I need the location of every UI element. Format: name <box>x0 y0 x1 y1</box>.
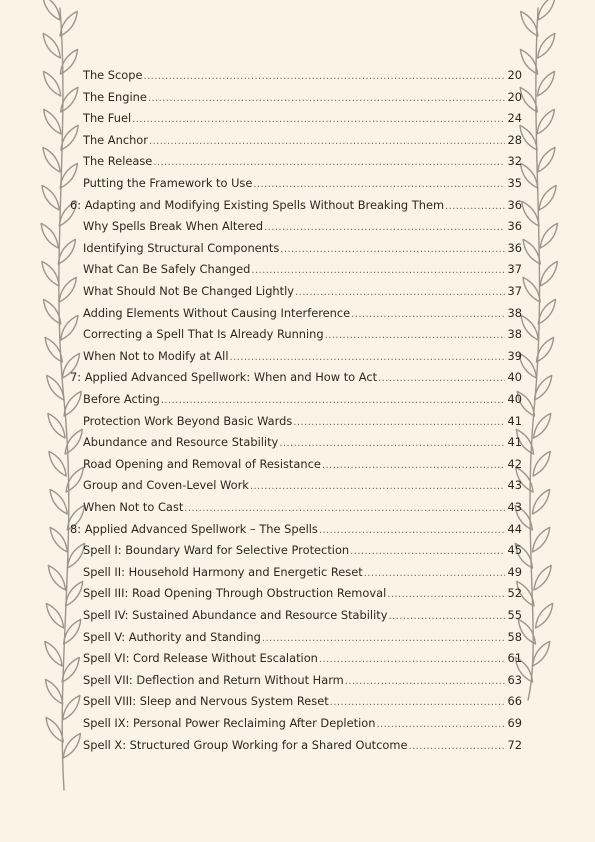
leaf-shape <box>63 733 80 758</box>
leaf-shape <box>64 619 81 644</box>
toc-chapter-entry[interactable] <box>70 370 522 386</box>
leaf-shape <box>536 603 553 628</box>
toc-entry-title: The Engine <box>83 89 147 104</box>
toc-entry[interactable] <box>83 284 522 300</box>
toc-entry[interactable] <box>83 262 522 278</box>
leaf-shape <box>540 261 557 286</box>
leaf-shape <box>520 125 537 150</box>
dot-leader <box>330 696 505 710</box>
leaf-shape <box>520 87 537 112</box>
toc-page-number: 41 <box>507 413 522 428</box>
leaf-shape <box>521 11 538 36</box>
toc-page-number: 35 <box>507 176 522 190</box>
dot-leader <box>153 156 505 170</box>
leaf-shape <box>538 299 555 324</box>
dot-leader <box>388 610 505 624</box>
dot-leader <box>350 545 505 559</box>
leaf-shape <box>42 185 59 210</box>
dot-leader <box>161 394 505 408</box>
leaf-shape <box>540 223 557 248</box>
toc-entry[interactable] <box>83 694 522 710</box>
toc-entry[interactable] <box>83 630 522 646</box>
leaf-shape <box>537 109 554 134</box>
leaf-shape <box>538 0 555 20</box>
leaf-shape <box>43 33 60 58</box>
dot-leader <box>262 632 505 646</box>
leaf-shape <box>62 657 79 682</box>
toc-entry-title: The Release <box>83 154 153 169</box>
leaf-shape <box>43 71 60 96</box>
leaf-shape <box>61 125 78 150</box>
toc-page-number: 40 <box>507 370 522 385</box>
leaf-shape <box>58 239 75 264</box>
toc-entry-title: Putting the Framework to Use <box>83 176 253 190</box>
leaf-shape <box>46 603 63 628</box>
toc-entry-title: The Anchor <box>83 132 148 147</box>
toc-entry[interactable] <box>83 543 522 559</box>
leaf-shape <box>49 451 66 476</box>
toc-entry[interactable] <box>83 392 522 408</box>
toc-entry[interactable] <box>83 349 522 365</box>
toc-page-number: 44 <box>507 521 522 536</box>
toc-entry[interactable] <box>83 111 522 127</box>
toc-page-number: 36 <box>507 240 522 255</box>
leaf-shape <box>537 71 554 96</box>
toc-entry[interactable] <box>83 68 522 84</box>
toc-entry-title: Identifying Structural Components <box>83 240 280 255</box>
leaf-shape <box>60 163 77 188</box>
toc-entry[interactable] <box>83 716 522 732</box>
dot-leader <box>280 243 505 257</box>
leaf-shape <box>45 641 62 666</box>
toc-chapter-entry[interactable] <box>70 522 522 538</box>
dot-leader <box>253 178 505 192</box>
leaf-shape <box>66 581 83 606</box>
leaf-shape <box>46 717 63 742</box>
dot-leader <box>144 70 505 84</box>
dot-leader <box>251 264 505 278</box>
dot-leader <box>230 351 505 365</box>
dot-leader <box>322 459 505 473</box>
dot-leader <box>279 437 505 451</box>
leaf-shape <box>532 527 549 552</box>
dot-leader <box>364 567 505 581</box>
toc-page-number: 38 <box>507 305 522 320</box>
leaf-shape <box>534 413 551 438</box>
toc-page-number: 72 <box>507 737 522 752</box>
dot-leader <box>387 588 505 602</box>
dot-leader <box>445 200 505 214</box>
toc-entry[interactable] <box>83 435 522 451</box>
toc-page-number: 61 <box>507 651 522 666</box>
toc-page-number: 37 <box>507 262 522 277</box>
leaf-shape <box>59 277 76 302</box>
toc-page-number: 52 <box>507 586 522 601</box>
dot-leader <box>325 329 505 343</box>
leaf-shape <box>47 375 64 400</box>
leaf-shape <box>43 0 60 20</box>
leaf-shape <box>41 223 58 248</box>
toc-entry[interactable] <box>83 738 522 754</box>
toc-entry-title: The Fuel <box>83 111 132 126</box>
toc-entry-title: Spell V: Authority and Standing <box>83 629 261 644</box>
toc-entry-title: When Not to Modify at All <box>83 348 229 363</box>
toc-page-number: 43 <box>507 500 522 514</box>
toc-page-number: 58 <box>507 629 522 644</box>
toc-entry[interactable] <box>83 154 522 170</box>
dot-leader <box>409 740 506 754</box>
dot-leader <box>132 113 505 127</box>
toc-entry-title: 8: Applied Advanced Spellwork – The Spells <box>70 521 318 536</box>
leaf-shape <box>538 147 555 172</box>
toc-entry-title: Road Opening and Removal of Resistance <box>83 456 321 471</box>
toc-entry[interactable] <box>83 478 522 494</box>
dot-leader <box>148 92 505 106</box>
toc-page-number: 41 <box>507 435 522 450</box>
leaf-shape <box>534 565 551 590</box>
leaf-shape <box>532 489 549 514</box>
dot-leader <box>295 286 505 300</box>
toc-page-number: 38 <box>507 327 522 342</box>
toc-page-number: 32 <box>507 154 522 169</box>
leaf-shape <box>538 33 555 58</box>
toc-entry[interactable] <box>83 565 522 581</box>
leaf-shape <box>521 315 538 340</box>
toc-entry-title: When Not to Cast <box>83 500 184 514</box>
toc-entry-title: Spell VII: Deflection and Return Without Harm <box>83 672 344 687</box>
dot-leader <box>351 308 505 322</box>
leaf-shape <box>520 49 537 74</box>
toc-chapter-entry[interactable] <box>70 198 522 214</box>
toc-entry[interactable] <box>83 457 522 473</box>
toc-entry-title: Spell I: Boundary Ward for Selective Protection <box>83 543 350 558</box>
leaf-shape <box>539 185 556 210</box>
leaf-shape <box>521 163 538 188</box>
toc-entry-title: Spell VI: Cord Release Without Escalation <box>83 651 318 666</box>
dot-leader <box>149 135 505 149</box>
toc-entry-title: Before Acting <box>83 392 160 406</box>
toc-entry-title: Spell VIII: Sleep and Nervous System Reset <box>83 694 329 709</box>
toc-entry-title: Correcting a Spell That Is Already Running <box>83 327 324 342</box>
toc-entry[interactable] <box>83 651 522 667</box>
toc-entry[interactable] <box>83 306 522 322</box>
toc-entry[interactable] <box>83 327 522 343</box>
toc-entry-title: Protection Work Beyond Basic Wards <box>83 413 293 428</box>
leaf-shape <box>50 489 67 514</box>
dot-leader <box>378 372 505 386</box>
leaf-shape <box>60 11 77 36</box>
dot-leader <box>376 718 505 732</box>
dot-leader <box>250 480 505 494</box>
toc-page-number: 63 <box>507 672 522 687</box>
toc-entry-title: 6: Adapting and Modifying Existing Spells Without Breaking Them <box>70 197 445 212</box>
leaf-shape <box>44 109 61 134</box>
toc-page-number: 36 <box>507 219 522 234</box>
toc-entry[interactable] <box>83 608 522 624</box>
toc-entry[interactable] <box>83 673 522 689</box>
toc-page-number: 42 <box>507 456 522 471</box>
toc-page-number: 40 <box>507 392 522 406</box>
toc-entry[interactable] <box>83 500 522 516</box>
toc-entry-title: What Should Not Be Changed Lightly <box>83 284 295 298</box>
toc-page-number: 37 <box>507 284 522 298</box>
dot-leader <box>319 524 505 538</box>
toc-page-number: 69 <box>507 716 522 730</box>
toc-entry-title: Why Spells Break When Altered <box>83 219 264 234</box>
leaf-shape <box>48 565 65 590</box>
toc-entry-title: Spell IV: Sustained Abundance and Resource Stability <box>83 608 388 622</box>
leaf-shape <box>44 299 61 324</box>
toc-entry-title: Adding Elements Without Causing Interference <box>83 305 351 320</box>
toc-entry[interactable] <box>83 414 522 430</box>
toc-page-number: 45 <box>507 543 522 558</box>
leaf-shape <box>63 695 80 720</box>
toc-page-number: 20 <box>507 68 522 82</box>
dot-leader <box>264 221 505 235</box>
toc-entry-title: 7: Applied Advanced Spellwork: When and How to Act <box>70 370 378 385</box>
toc-entry[interactable] <box>83 133 522 149</box>
dot-leader <box>319 653 505 667</box>
leaf-shape <box>523 239 540 264</box>
toc-page-number: 66 <box>507 694 522 709</box>
leaf-shape <box>45 679 62 704</box>
toc-entry-title: Spell X: Structured Group Working for a Shared Outcome <box>83 737 408 752</box>
dot-leader <box>184 502 505 516</box>
toc-page-number: 55 <box>507 608 522 622</box>
toc-entry-title: Group and Coven-Level Work <box>83 478 249 493</box>
leaf-shape <box>48 413 65 438</box>
toc-page-number: 28 <box>507 132 522 147</box>
toc-page-number: 43 <box>507 478 522 493</box>
toc-page-number: 49 <box>507 564 522 579</box>
left-laurel-branch-icon <box>20 0 90 842</box>
toc-page-number: 36 <box>507 197 522 212</box>
leaf-shape <box>533 641 550 666</box>
toc-page-number: 24 <box>507 111 522 126</box>
leaf-shape <box>523 277 540 302</box>
toc-page-number: 20 <box>507 89 522 104</box>
toc-entry[interactable] <box>83 219 522 235</box>
toc-page-number: 39 <box>507 348 522 363</box>
toc-entry-title: Spell IX: Personal Power Reclaiming After Depletion <box>83 716 376 730</box>
leaf-shape <box>50 527 67 552</box>
toc-entry[interactable] <box>83 176 522 192</box>
toc-entry-title: Abundance and Resource Stability <box>83 435 279 450</box>
leaf-shape <box>64 391 81 416</box>
leaf-shape <box>61 315 78 340</box>
toc-entry[interactable] <box>83 586 522 602</box>
leaf-shape <box>42 261 59 286</box>
leaf-shape <box>43 147 60 172</box>
leaf-shape <box>533 451 550 476</box>
toc-entry-title: Spell III: Road Opening Through Obstruction Removal <box>83 586 387 601</box>
toc-entry-title: What Can Be Safely Changed <box>83 262 251 277</box>
toc-entry[interactable] <box>83 241 522 257</box>
dot-leader <box>293 416 505 430</box>
toc-entry-title: The Scope <box>83 68 143 82</box>
toc-entry-title: Spell II: Household Harmony and Energetic Reset <box>83 564 363 579</box>
dot-leader <box>345 675 505 689</box>
leaf-shape <box>522 201 539 226</box>
toc-entry[interactable] <box>83 90 522 106</box>
